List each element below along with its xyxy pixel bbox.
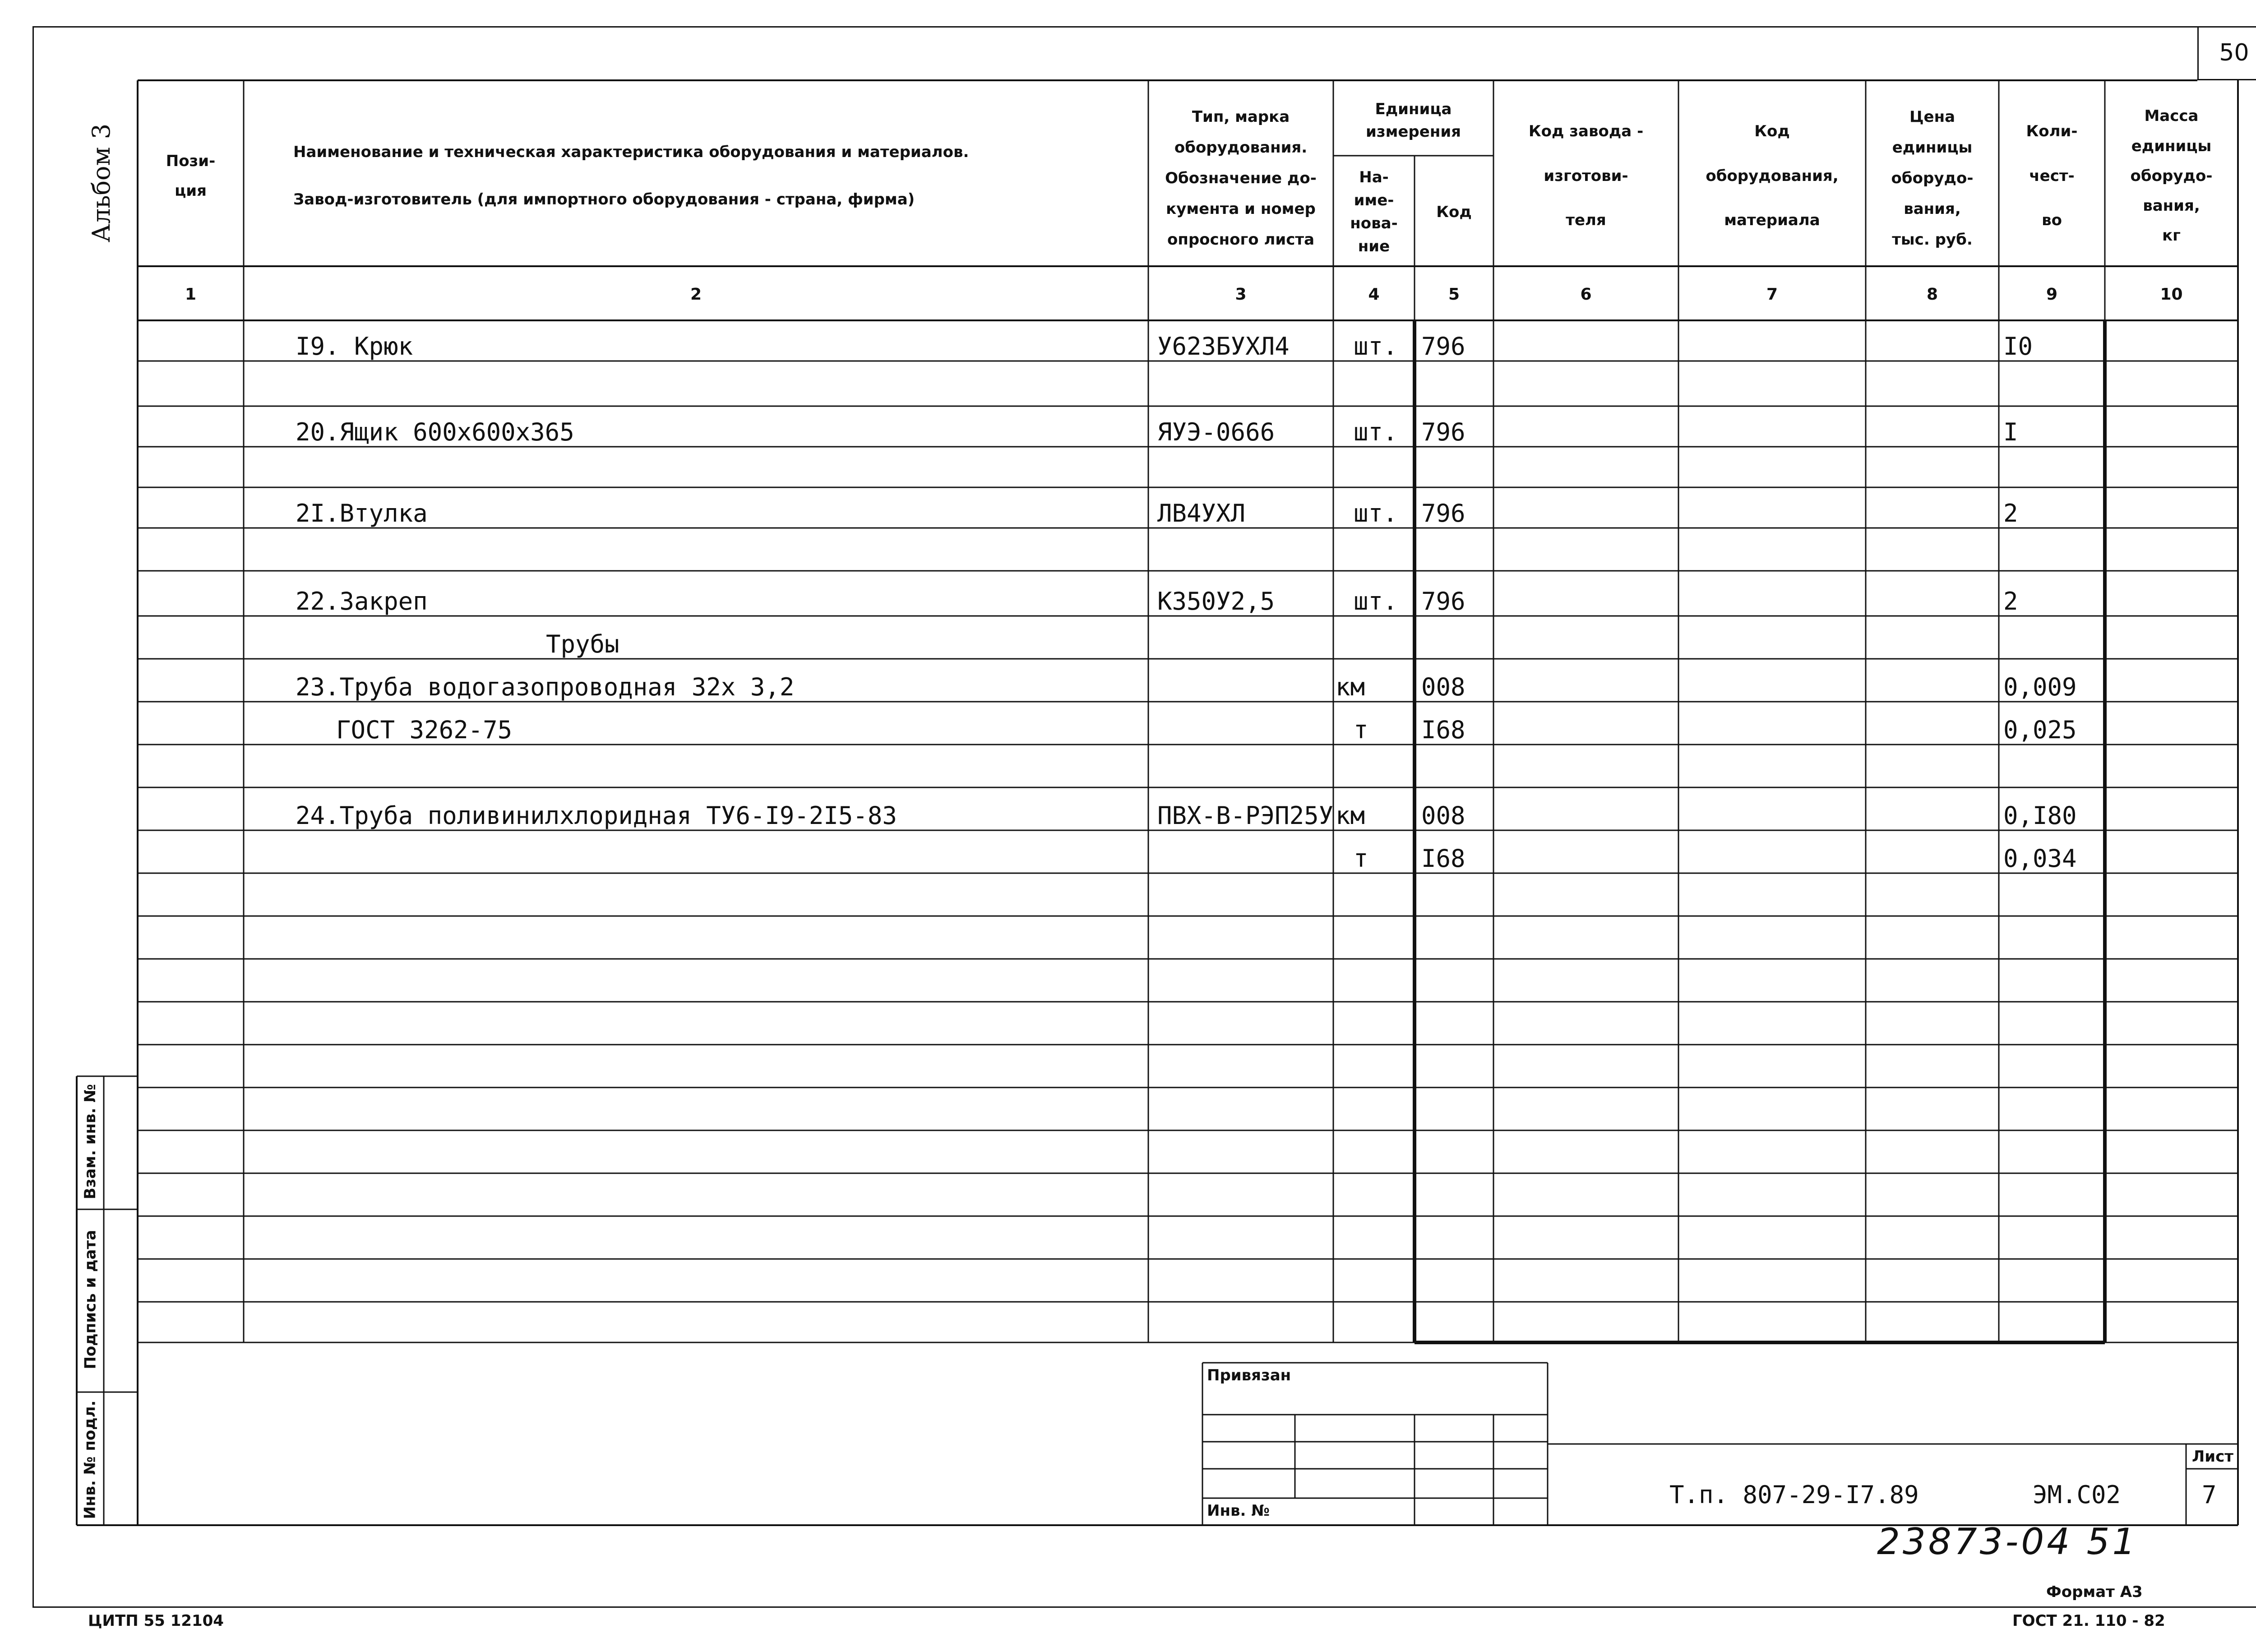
sheet-number: 50: [2197, 26, 2256, 80]
row-code: 796: [1421, 332, 1465, 361]
column-number: 2: [690, 285, 702, 304]
handwritten-number: 23873-04 51: [1877, 1521, 2138, 1563]
row-code: 796: [1421, 418, 1465, 446]
column-number: 1: [185, 285, 197, 304]
row-type: ПВХ-В-РЭП25У: [1157, 801, 1334, 830]
column-number: 3: [1235, 285, 1247, 304]
row-name: 2I.Втулка: [296, 499, 428, 528]
header-equipment-code: Код оборудования, материала: [1706, 122, 1839, 230]
row-quantity: 2: [2003, 587, 2018, 615]
row-unit: км: [1336, 801, 1365, 830]
row-quantity: I: [2003, 418, 2018, 446]
document-designation: Т.п. 807-29-I7.89: [1669, 1481, 1919, 1509]
row-name: Трубы: [546, 630, 619, 658]
row-unit: шт.: [1354, 418, 1398, 446]
row-name: ГОСТ 3262-75: [336, 716, 513, 744]
format-label: Формат А3: [2046, 1583, 2143, 1601]
row-type: У623БУХЛ4: [1157, 332, 1290, 361]
row-unit: км: [1336, 673, 1365, 701]
row-quantity: 2: [2003, 499, 2018, 528]
header-unit-name: На- име- нова- ние: [1350, 168, 1398, 255]
row-code: 008: [1421, 801, 1465, 830]
column-number: 10: [2160, 285, 2183, 304]
column-number: 7: [1766, 285, 1778, 304]
header-unit-code: Код: [1436, 203, 1472, 221]
row-name: I9. Крюк: [296, 332, 413, 361]
side-inv-podl: Инв. № подл.: [81, 1400, 99, 1519]
inv-no-label: Инв. №: [1207, 1502, 1270, 1520]
row-unit: шт.: [1354, 499, 1398, 528]
header-mass: Масса единицы оборудо- вания, кг: [2130, 107, 2213, 245]
row-type: К350У2,5: [1157, 587, 1275, 615]
footer-left: ЦИТП 55 12104: [88, 1612, 224, 1630]
header-quantity: Коли- чест- во: [2026, 122, 2078, 230]
row-type: ЯУЭ-0666: [1157, 418, 1275, 446]
column-number: 5: [1448, 285, 1460, 304]
row-quantity: I0: [2003, 332, 2033, 361]
side-vzam-inv: Взам. инв. №: [81, 1084, 99, 1199]
row-quantity: 0,034: [2003, 844, 2077, 873]
list-label: Лист: [2192, 1448, 2233, 1466]
column-number: 6: [1580, 285, 1592, 304]
row-code: I68: [1421, 844, 1465, 873]
row-code: 796: [1421, 587, 1465, 615]
column-number: 8: [1926, 285, 1938, 304]
row-quantity: 0,009: [2003, 673, 2077, 701]
row-type: ЛВ4УХЛ: [1157, 499, 1246, 528]
row-name: 24.Труба поливинилхлоридная ТУ6-I9-2I5-83: [296, 801, 897, 830]
header-type: Тип, марка оборудования. Обозначение до- кумента и номер опросного листа: [1165, 108, 1317, 249]
header-price: Цена единицы оборудо- вания, тыс. руб.: [1891, 108, 1974, 249]
row-quantity: 0,025: [2003, 716, 2077, 744]
row-code: I68: [1421, 716, 1465, 744]
privyazan-label: Привязан: [1207, 1366, 1291, 1384]
list-value: 7: [2202, 1481, 2217, 1509]
row-name: 23.Труба водогазопроводная 32х 3,2: [296, 673, 795, 701]
row-unit: шт.: [1354, 587, 1398, 615]
header-unit-group: Единица измерения: [1366, 100, 1461, 141]
row-unit: т: [1354, 844, 1368, 873]
side-podpis-data: Подпись и дата: [81, 1230, 100, 1370]
column-number: 9: [2046, 285, 2058, 304]
row-code: 008: [1421, 673, 1465, 701]
header-name: Наименование и техническая характеристика оборудования и материалов. Завод-изготовитель (для импортного оборудования - страна, фирма): [293, 143, 969, 208]
column-number: 4: [1368, 285, 1380, 304]
row-code: 796: [1421, 499, 1465, 528]
row-unit: шт.: [1354, 332, 1398, 361]
footer-right: ГОСТ 21. 110 - 82: [2012, 1612, 2165, 1630]
row-name: 20.Ящик 600х600х365: [296, 418, 574, 446]
header-factory-code: Код завода - изготови- теля: [1528, 122, 1644, 230]
row-name: 22.Закреп: [296, 587, 428, 615]
header-position: Пози- ция: [166, 152, 216, 200]
row-unit: т: [1354, 716, 1368, 744]
album-label: Альбом 3: [87, 123, 116, 242]
row-quantity: 0,I80: [2003, 801, 2077, 830]
document-code: ЭМ.С02: [2033, 1481, 2121, 1509]
